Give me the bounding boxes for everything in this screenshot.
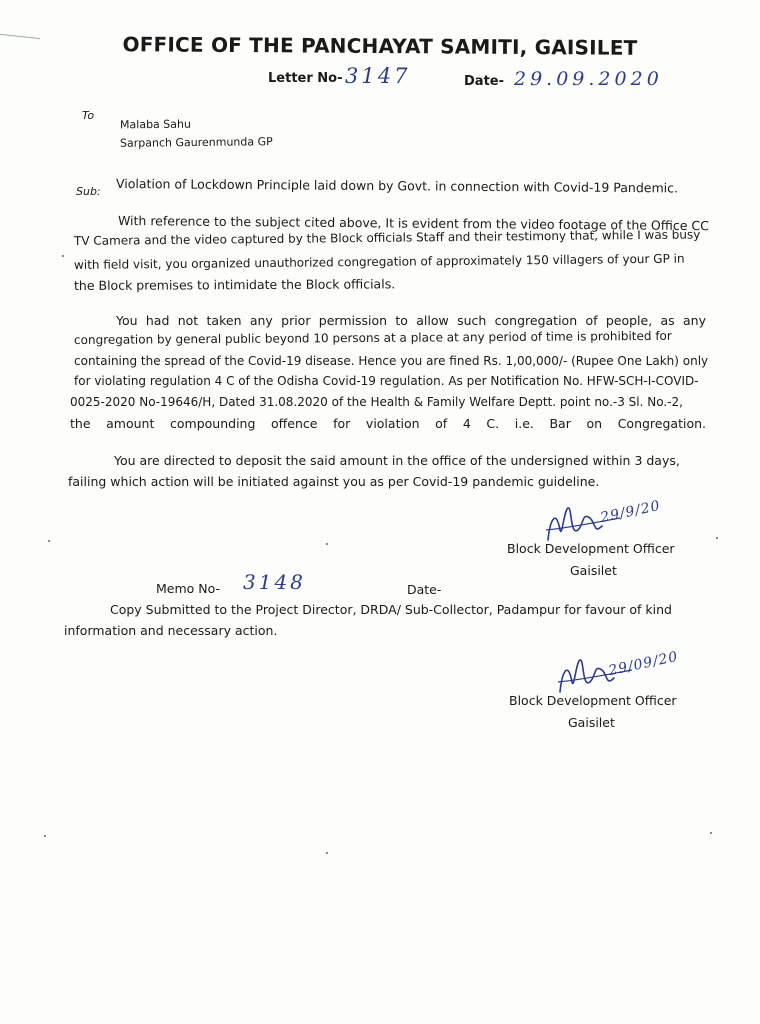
office-title: OFFICE OF THE PANCHAYAT SAMITI, GAISILET [122,32,638,60]
date-value: 29.09.2020 [514,68,663,90]
paragraph-line: failing which action will be initiated against you as per Covid-19 pandemic guideline. [68,474,600,489]
signature-1-designation: Block Development Officer [507,541,675,556]
memo-no-label: Memo No- [156,581,221,596]
paragraph-line: 0025-2020 No-19646/H, Dated 31.08.2020 of the Health & Family Welfare Deptt. point no.-3 Sl. No.-2, [70,395,683,409]
paragraph-line: You had not taken any prior permission to allow such congregation of people, as any [116,313,706,328]
signature-2-date: 29/09/20 [607,648,680,680]
paragraph-line: the Block premises to intimidate the Block officials. [73,276,396,293]
memo-line: information and necessary action. [64,623,278,638]
date-label: Date- [464,74,504,89]
addressee-designation: Sarpanch Gaurenmunda GP [119,135,273,150]
signature-1-date: 29/9/20 [599,497,662,527]
paragraph-line: You are directed to deposit the said amount in the office of the undersigned within 3 days, [114,453,680,468]
scan-speck [62,255,64,257]
signature-1-place: Gaisilet [570,563,617,578]
paragraph-line: With reference to the subject cited above, It is evident from the video footage of the Office CC [117,213,709,234]
paragraph-line: the amount compounding offence for violation of 4 C. i.e. Bar on Congregation. [70,416,706,431]
scan-speck [710,832,712,834]
paragraph-line: containing the spread of the Covid-19 disease. Hence you are fined Rs. 1,00,000/- (Rupee One Lakh) only [74,354,709,368]
memo-line: Copy Submitted to the Project Director, DRDA/ Sub-Collector, Padampur for favour of kind [110,602,672,617]
addressee-name: Malaba Sahu [119,117,191,132]
paragraph-line: with field visit, you organized unauthorized congregation of approximately 150 villagers of your GP in [73,251,685,272]
memo-date-label: Date- [407,582,442,597]
scan-speck [716,537,718,539]
subject-label: Sub: [76,185,101,198]
to-label: To [82,109,95,122]
scan-speck [326,852,328,854]
memo-no-value: 3148 [243,570,306,594]
paragraph-line: congregation by general public beyond 10 persons at a place at any period of time is prohibited for [73,328,672,347]
scan-speck [48,540,50,542]
paragraph-line: TV Camera and the video captured by the Block officials Staff and their testimony that, while I was busy [73,227,701,248]
letter-no-value: 3147 [345,64,411,88]
letter-no-label: Letter No- [268,71,343,86]
subject-text: Violation of Lockdown Principle laid down by Govt. in connection with Covid-19 Pandemic. [115,176,679,196]
signature-2-designation: Block Development Officer [509,693,677,708]
scan-speck [326,543,328,545]
signature-2-place: Gaisilet [568,715,615,730]
paragraph-line: for violating regulation 4 C of the Odisha Covid-19 regulation. As per Notification No. HFW-SCH-I-COVID- [74,374,699,388]
scan-speck [44,835,46,837]
